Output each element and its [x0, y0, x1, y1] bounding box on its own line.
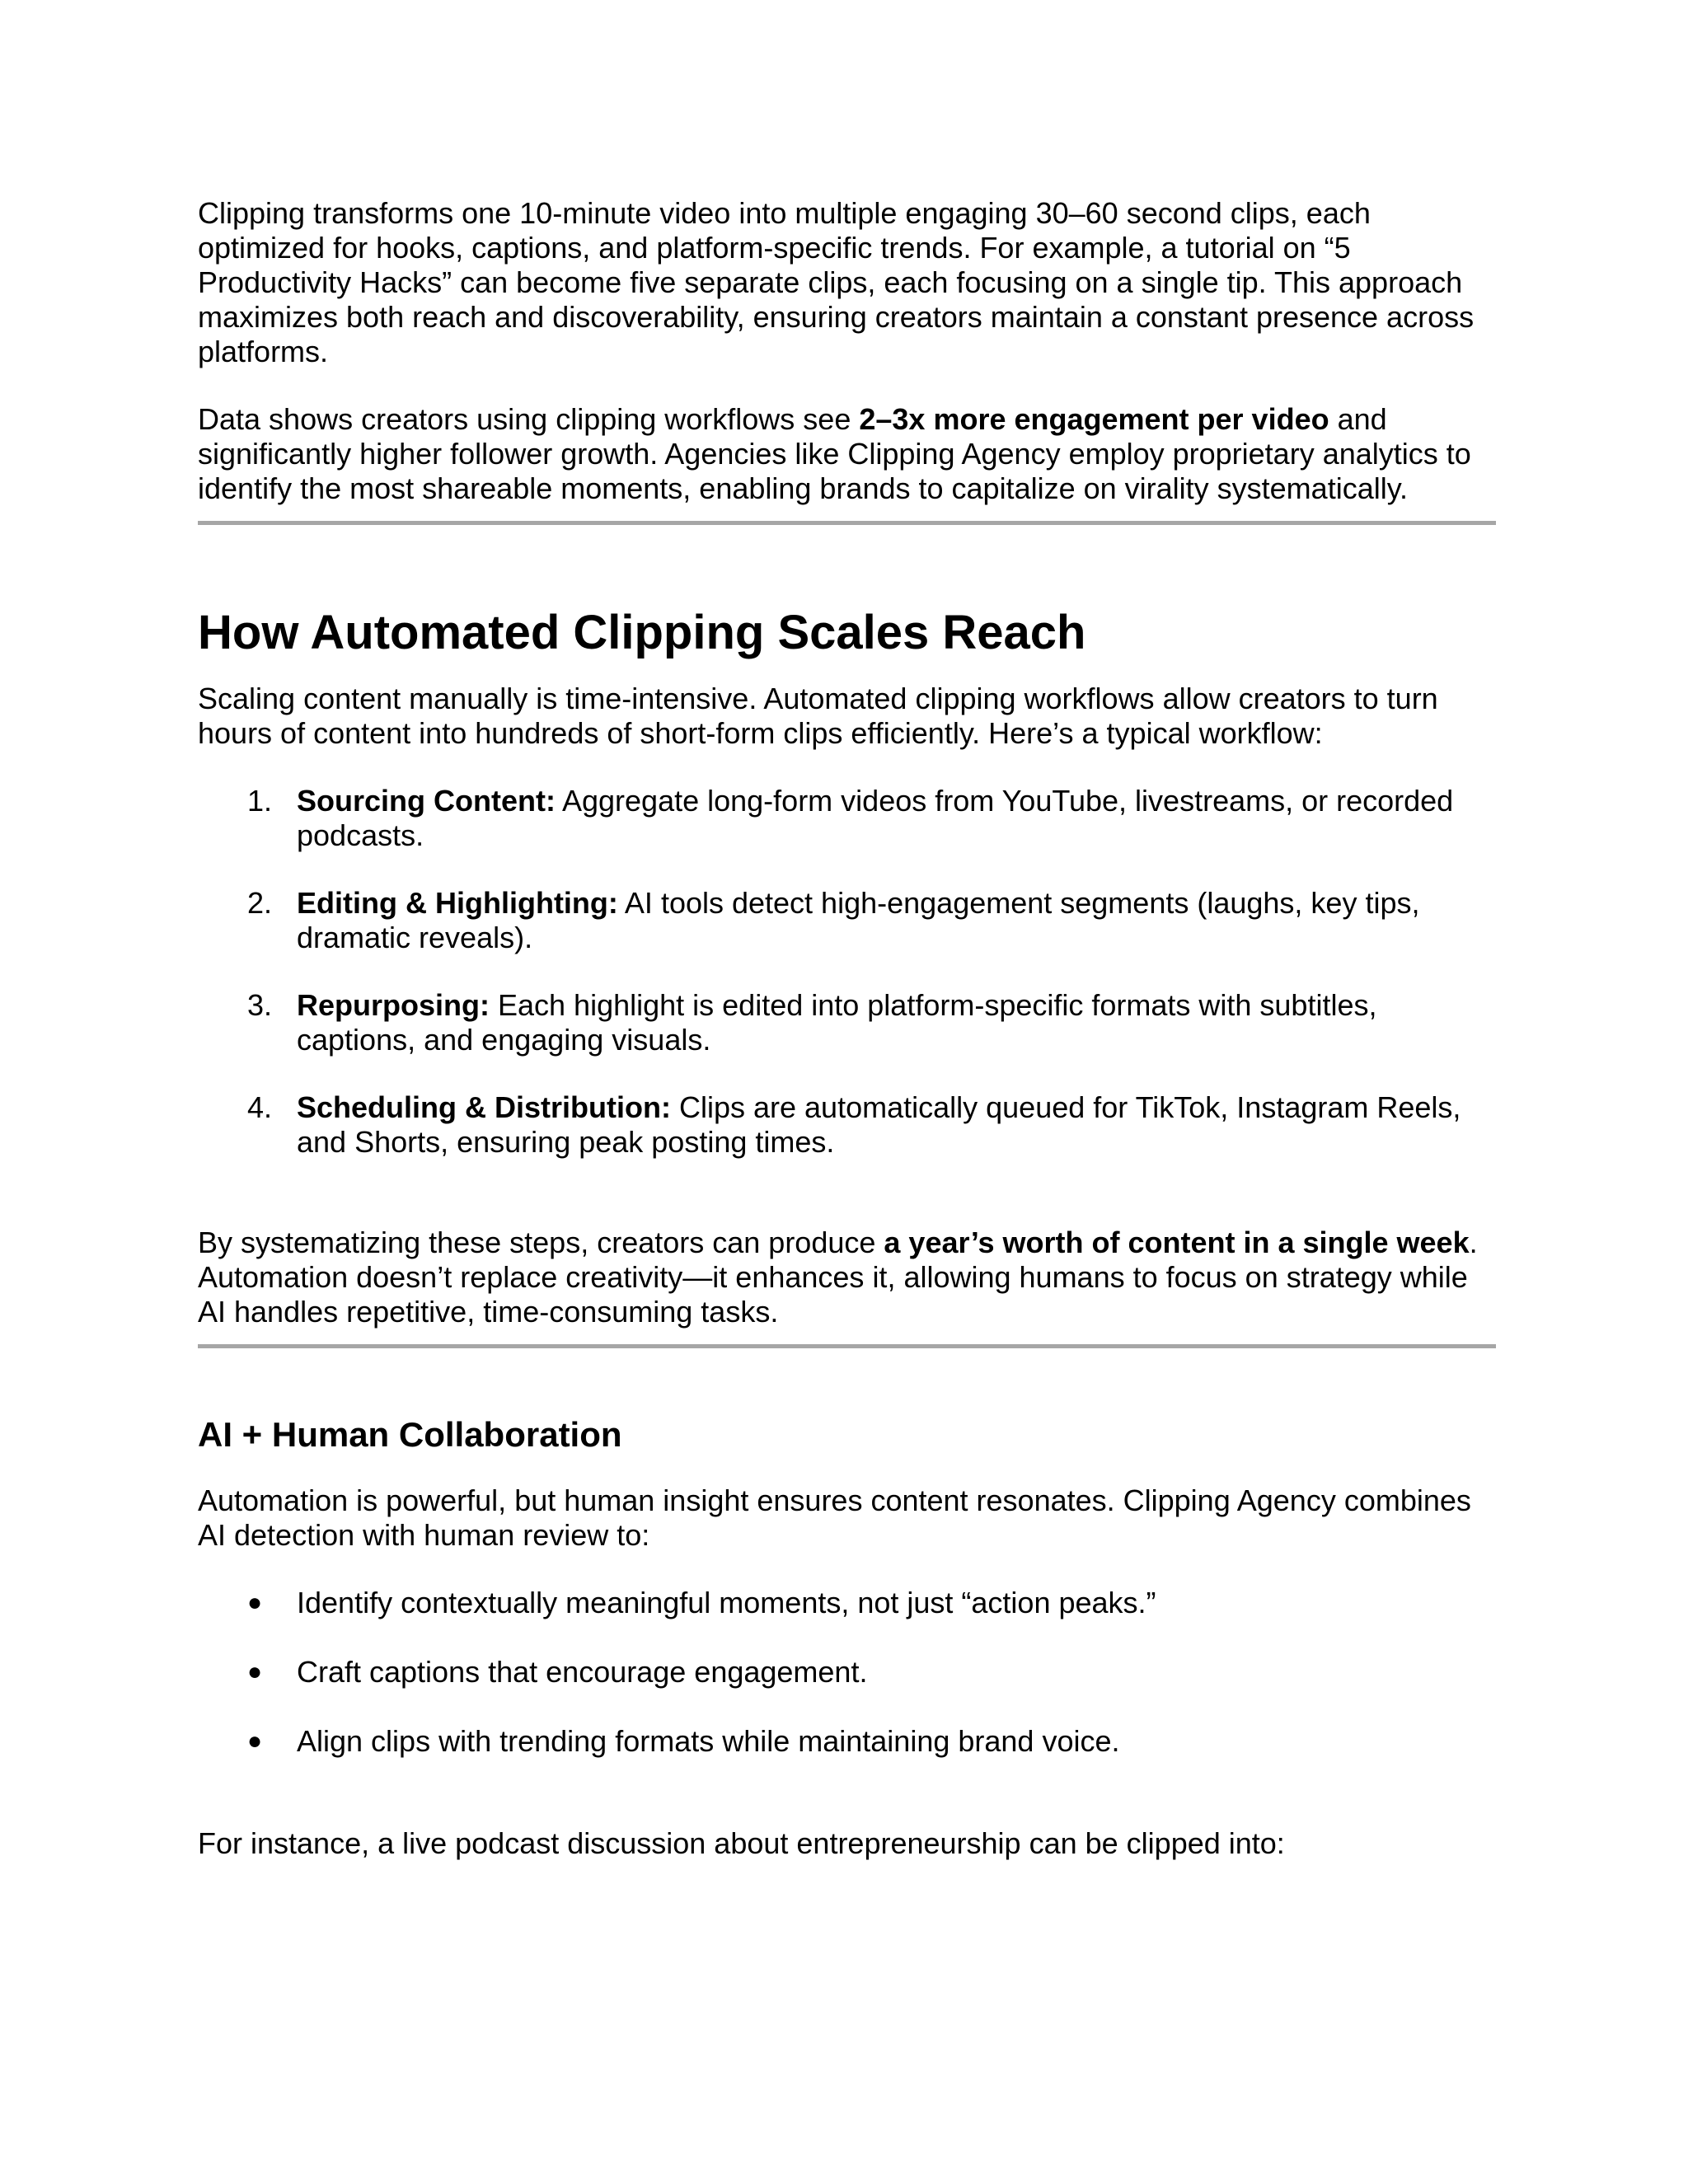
bullet-item — [198, 1724, 1496, 1759]
outro-text-after: . Automation doesn’t replace creativity—it enhances it, allowing humans to focus on strategy while AI handles repetitive, time-consuming tasks. — [198, 1226, 1478, 1329]
workflow-steps-list — [198, 784, 1496, 1160]
outro-text-before: By systematizing these steps, creators can produce — [198, 1226, 884, 1259]
bullet-text: Identify contextually meaningful moments, not just “action peaks.” — [297, 1586, 1156, 1619]
outro-bold: a year’s worth of content in a single week — [884, 1226, 1470, 1259]
step-title: Scheduling & Distribution: — [297, 1090, 671, 1124]
intro-p2-text-after: and significantly higher follower growth. Agencies like Clipping Agency employ proprietary analytics to identify the most shareable moments, enabling brands to capitalize on virality systematically. — [198, 402, 1471, 505]
intro-paragraph-2 — [198, 402, 1496, 506]
bullet-text: Align clips with trending formats while maintaining brand voice. — [297, 1724, 1120, 1758]
step-description: AI tools detect high-engagement segments (laughs, key tips, dramatic reveals). — [297, 886, 1420, 954]
section2-intro: Automation is powerful, but human insight ensures content resonates. Clipping Agency combines AI detection with human review to: — [198, 1483, 1471, 1552]
step-number: 1. — [247, 784, 273, 818]
step-text — [297, 988, 1496, 1057]
step-text — [297, 1090, 1496, 1160]
step-number: 3. — [247, 988, 273, 1022]
bullet-item — [198, 1655, 1496, 1690]
step-title: Repurposing: — [297, 988, 490, 1022]
bullet-icon: ● — [247, 1589, 263, 1616]
step-description: Each highlight is edited into platform-specific formats with subtitles, captions, and engaging visuals. — [297, 988, 1377, 1057]
intro-p2-bold: 2–3x more engagement per video — [859, 402, 1329, 436]
collaboration-bullets-list — [198, 1586, 1496, 1759]
bullet-icon: ● — [247, 1727, 263, 1755]
step-description: Aggregate long-form videos from YouTube, livestreams, or recorded podcasts. — [297, 784, 1454, 852]
workflow-step — [198, 886, 1496, 955]
step-title: Editing & Highlighting: — [297, 886, 618, 920]
step-number: 4. — [247, 1090, 273, 1124]
bullet-item — [198, 1586, 1496, 1620]
bullet-icon: ● — [247, 1658, 263, 1685]
step-description: Clips are automatically queued for TikTok, Instagram Reels, and Shorts, ensuring peak posting times. — [297, 1090, 1461, 1159]
section-divider — [198, 1344, 1496, 1348]
intro-paragraph-1: Clipping transforms one 10-minute video into multiple engaging 30–60 second clips, each optimized for hooks, captions, and platform-specific trends. For example, a tutorial on “5 Productivity Hacks” can become five separate clips, each focusing on a single tip. This approach maximizes both reach and discoverability, ensuring creators maintain a constant presence across platforms. — [198, 196, 1475, 368]
step-text — [297, 784, 1496, 853]
step-title: Sourcing Content: — [297, 784, 556, 818]
bullet-text: Craft captions that encourage engagement. — [297, 1655, 868, 1689]
section-heading-ai-human: AI + Human Collaboration — [198, 1415, 622, 1454]
workflow-step — [198, 988, 1496, 1057]
section1-intro: Scaling content manually is time-intensive. Automated clipping workflows allow creators to turn hours of content into hundreds of short-form clips efficiently. Here’s a typical workflow: — [198, 682, 1438, 750]
section-divider — [198, 521, 1496, 525]
step-text — [297, 886, 1496, 955]
document-page — [198, 196, 1496, 1861]
workflow-step — [198, 1090, 1496, 1160]
intro-p2-text-before: Data shows creators using clipping workflows see — [198, 402, 860, 436]
workflow-step — [198, 784, 1496, 853]
section1-outro — [198, 1226, 1496, 1329]
section2-closing: For instance, a live podcast discussion about entrepreneurship can be clipped into: — [198, 1826, 1285, 1860]
section-heading-automated-clipping: How Automated Clipping Scales Reach — [198, 606, 1086, 659]
step-number: 2. — [247, 886, 273, 920]
